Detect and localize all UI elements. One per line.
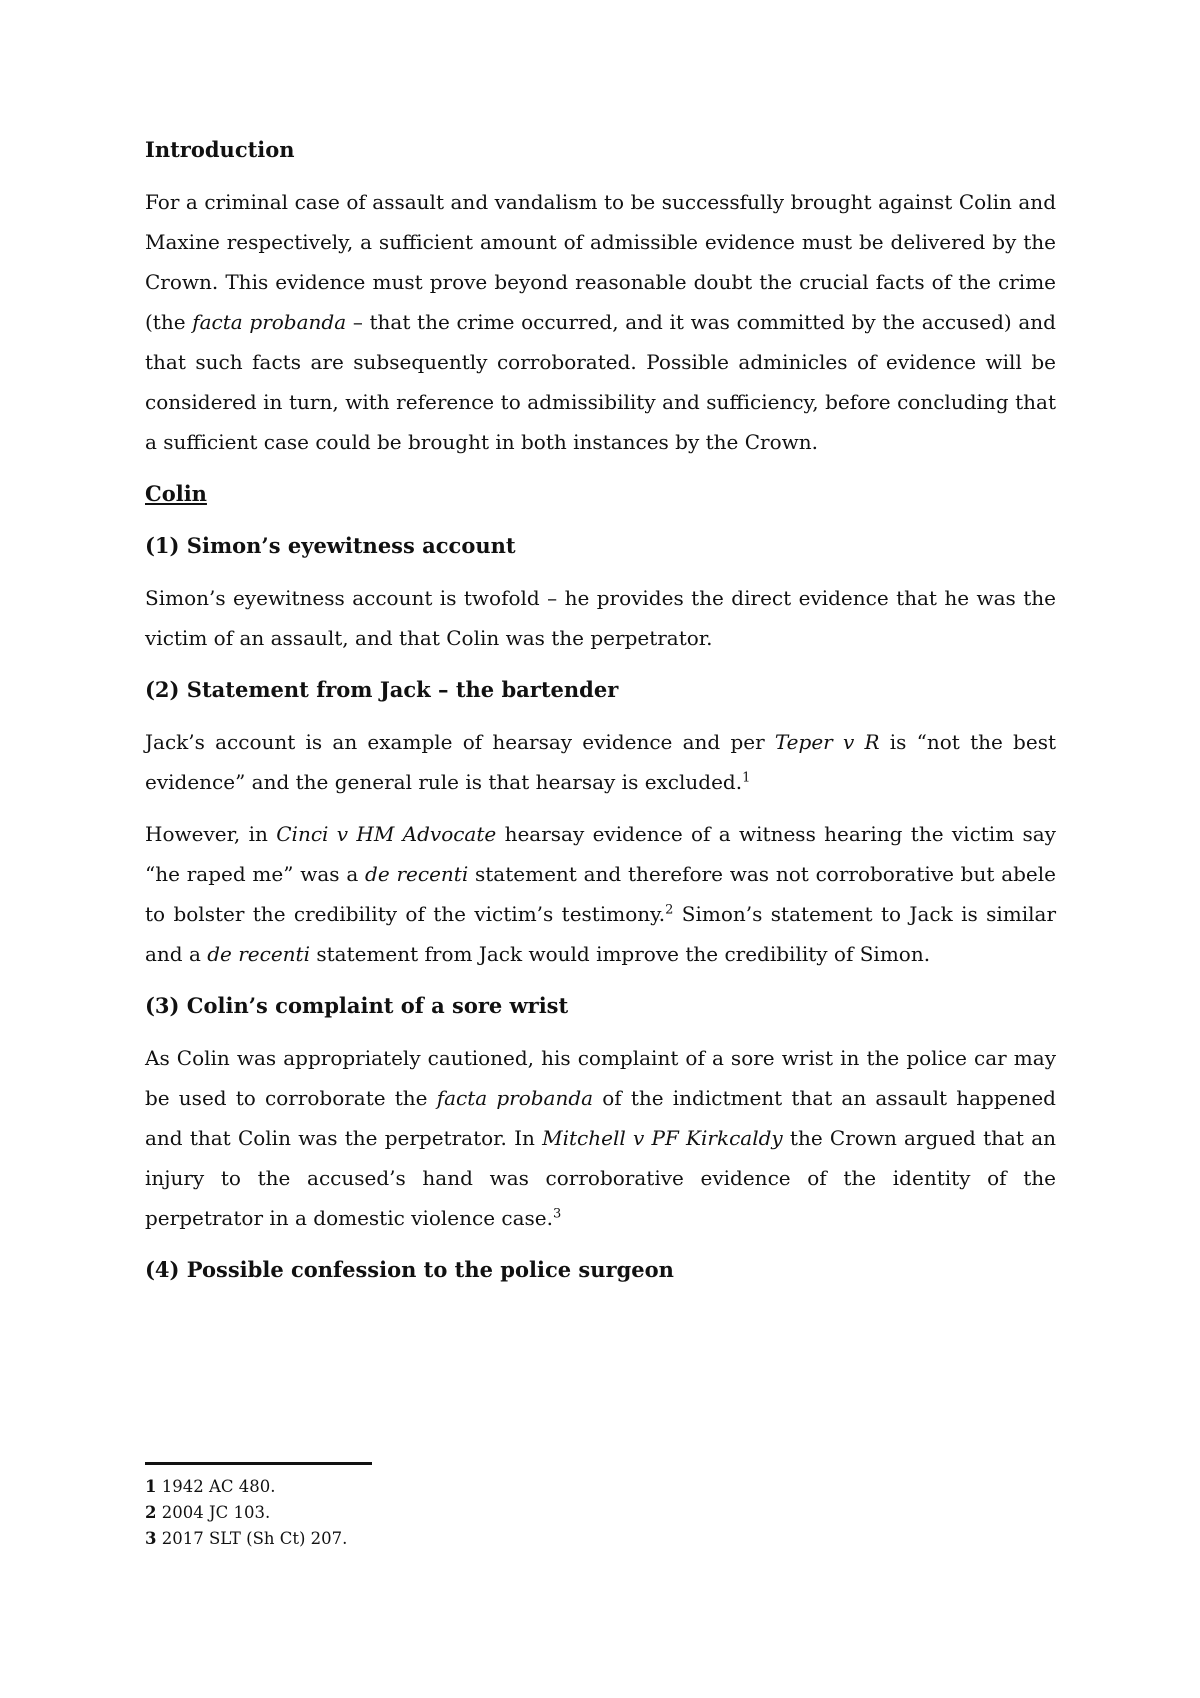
paragraph-7 bbox=[145, 814, 1056, 974]
footnote-text: 2017 SLT (Sh Ct) 207. bbox=[156, 1529, 348, 1548]
text-run: As Colin was appropriately cautioned, his complaint of a sore wrist in the police car may be used to corroborate the bbox=[145, 1046, 1056, 1110]
text-run: is “not the best evidence” and the general rule is that hearsay is excluded. bbox=[145, 730, 1056, 794]
text-run: statement and therefore was not corroborative but abele to bolster the credibility of the victim’s testimony. bbox=[145, 862, 1056, 926]
section-heading-0 bbox=[145, 130, 1056, 170]
text-run: facta probanda bbox=[192, 310, 347, 334]
document-body bbox=[145, 130, 1056, 1302]
text-run: de recenti bbox=[365, 862, 469, 886]
section-heading-3 bbox=[145, 526, 1056, 566]
footnote-list bbox=[145, 1474, 1056, 1552]
section-heading-8 bbox=[145, 986, 1056, 1026]
text-run: Jack’s account is an example of hearsay evidence and per bbox=[145, 730, 775, 754]
text-run: Simon’s statement to Jack is similar and a bbox=[145, 902, 1057, 966]
footnote-ref: 2 bbox=[665, 902, 674, 918]
text-run: (2) Statement from Jack – the bartender bbox=[145, 677, 619, 702]
paragraph-1 bbox=[145, 182, 1056, 462]
text-run: For a criminal case of assault and vandalism to be successfully brought against Colin and Maxine respectively, a sufficient amount of admissible evidence must be delivered by the Crown. This evidence must prove beyond reasonable doubt the crucial facts of the crime (the bbox=[145, 190, 1056, 334]
footnote-text: 2004 JC 103. bbox=[156, 1503, 271, 1522]
section-heading-2 bbox=[145, 474, 1056, 514]
footnote-ref: 3 bbox=[553, 1206, 562, 1222]
footnote-ref: 1 bbox=[742, 770, 751, 786]
text-run: hearsay evidence of a witness hearing the victim say “he raped me” was a bbox=[145, 822, 1056, 886]
footnote-number: 2 bbox=[145, 1503, 157, 1522]
text-run: (4) Possible confession to the police surgeon bbox=[145, 1257, 674, 1282]
footnote-3 bbox=[145, 1526, 1056, 1552]
footnote-area bbox=[145, 1462, 1056, 1552]
text-run: the Crown argued that an injury to the accused’s hand was corroborative evidence of the identity of the perpetrator in a domestic violence case. bbox=[145, 1126, 1056, 1230]
footnote-text: 1942 AC 480. bbox=[156, 1477, 276, 1496]
text-run: of the indictment that an assault happened and that Colin was the perpetrator. In bbox=[145, 1086, 1056, 1150]
text-run: However, in bbox=[145, 822, 277, 846]
text-run: (3) Colin’s complaint of a sore wrist bbox=[145, 993, 569, 1018]
text-run: – that the crime occurred, and it was committed by the accused) and that such facts are subsequently corroborated. Possible adminicles of evidence will be considered in turn, with reference to admissibility and sufficiency, before concluding that a sufficient case could be brought in both instances by the Crown. bbox=[145, 310, 1056, 454]
text-run: facta probanda bbox=[436, 1086, 594, 1110]
text-run: Introduction bbox=[145, 137, 295, 162]
text-run: Teper v R bbox=[774, 730, 880, 754]
paragraph-4 bbox=[145, 578, 1056, 658]
text-run: Mitchell v PF Kirkcaldy bbox=[542, 1126, 783, 1150]
paragraph-6 bbox=[145, 722, 1056, 802]
text-run: statement from Jack would improve the credibility of Simon. bbox=[310, 942, 931, 966]
footnote-number: 1 bbox=[145, 1477, 157, 1496]
section-heading-10 bbox=[145, 1250, 1056, 1290]
paragraph-9 bbox=[145, 1038, 1056, 1238]
footnote-separator bbox=[145, 1462, 372, 1465]
text-run: (1) Simon’s eyewitness account bbox=[145, 533, 516, 558]
footnote-1 bbox=[145, 1474, 1056, 1500]
footnote-number: 3 bbox=[145, 1529, 157, 1548]
text-run: Simon’s eyewitness account is twofold – he provides the direct evidence that he was the victim of an assault, and that Colin was the perpetrator. bbox=[145, 586, 1056, 650]
section-heading-5 bbox=[145, 670, 1056, 710]
text-run: Cinci v HM Advocate bbox=[276, 822, 497, 846]
text-run: Colin bbox=[145, 481, 207, 506]
text-run: de recenti bbox=[207, 942, 310, 966]
footnote-2 bbox=[145, 1500, 1056, 1526]
